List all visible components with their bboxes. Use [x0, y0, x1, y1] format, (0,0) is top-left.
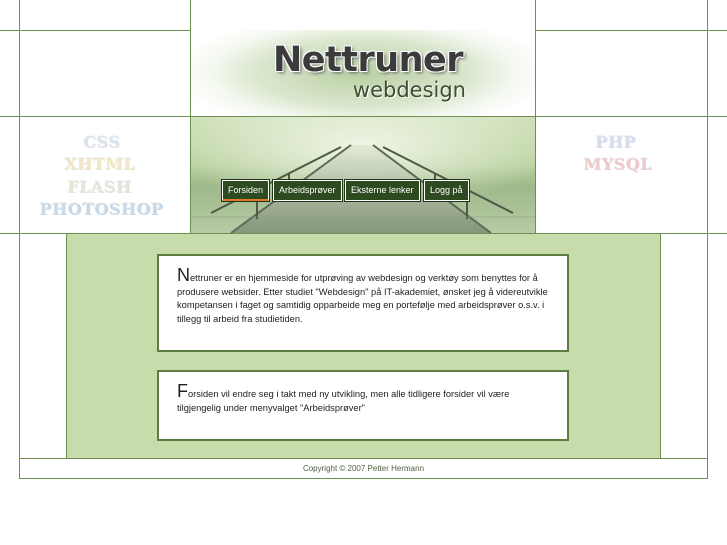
tech-flash: FLASH [68, 178, 133, 197]
intro-box [157, 254, 569, 352]
site-logo [191, 30, 535, 116]
nav-logg-pa[interactable]: Logg på [424, 180, 469, 201]
intro-text: ettruner er en hjemmeside for utprøving av webdesign og verktøy som benyttes for å produsere websider. Etter studiet "Webdesign" på IT-akademiet, ønsket jeg å videreutvikle kompetansen i faget og samtidig opparbeide meg en portefølje med arbeidsprøver o.s.v. i tillegg til arbeid fra studietiden. [177, 273, 548, 324]
footer-copyright: Copyright © 2007 Petter Hermann [302, 464, 425, 473]
notice-text: orsiden vil endre seg i takt med ny utvikling, men alle tidligere forsider vil være tilgjengelig under menyvalget "Arbeidsprøver" [177, 389, 510, 413]
grid-line [66, 234, 67, 459]
grid-line [660, 234, 661, 459]
tech-mysql: MYSQL [584, 155, 653, 174]
tech-xhtml: XHTML [65, 155, 136, 174]
nav-eksterne-lenker[interactable]: Eksterne lenker [345, 180, 420, 201]
intro-drop-cap: N [177, 265, 190, 285]
boardwalk-illustration [191, 117, 535, 233]
grid-line [19, 0, 20, 479]
logo-title: Nettruner [272, 40, 464, 80]
notice-drop-cap: F [177, 381, 188, 401]
grid-line [19, 478, 708, 479]
grid-line [535, 0, 536, 234]
nav-arbeidsprover[interactable]: Arbeidsprøver [273, 180, 342, 201]
tech-php: PHP [596, 133, 637, 152]
nav-forsiden[interactable]: Forsiden [222, 180, 269, 201]
logo-subtitle: webdesign [352, 78, 466, 102]
grid-line [707, 0, 708, 479]
notice-box [157, 370, 569, 441]
banner-image [191, 117, 535, 233]
tech-photoshop: PHOTOSHOP [40, 200, 165, 219]
tech-css: CSS [84, 133, 121, 152]
